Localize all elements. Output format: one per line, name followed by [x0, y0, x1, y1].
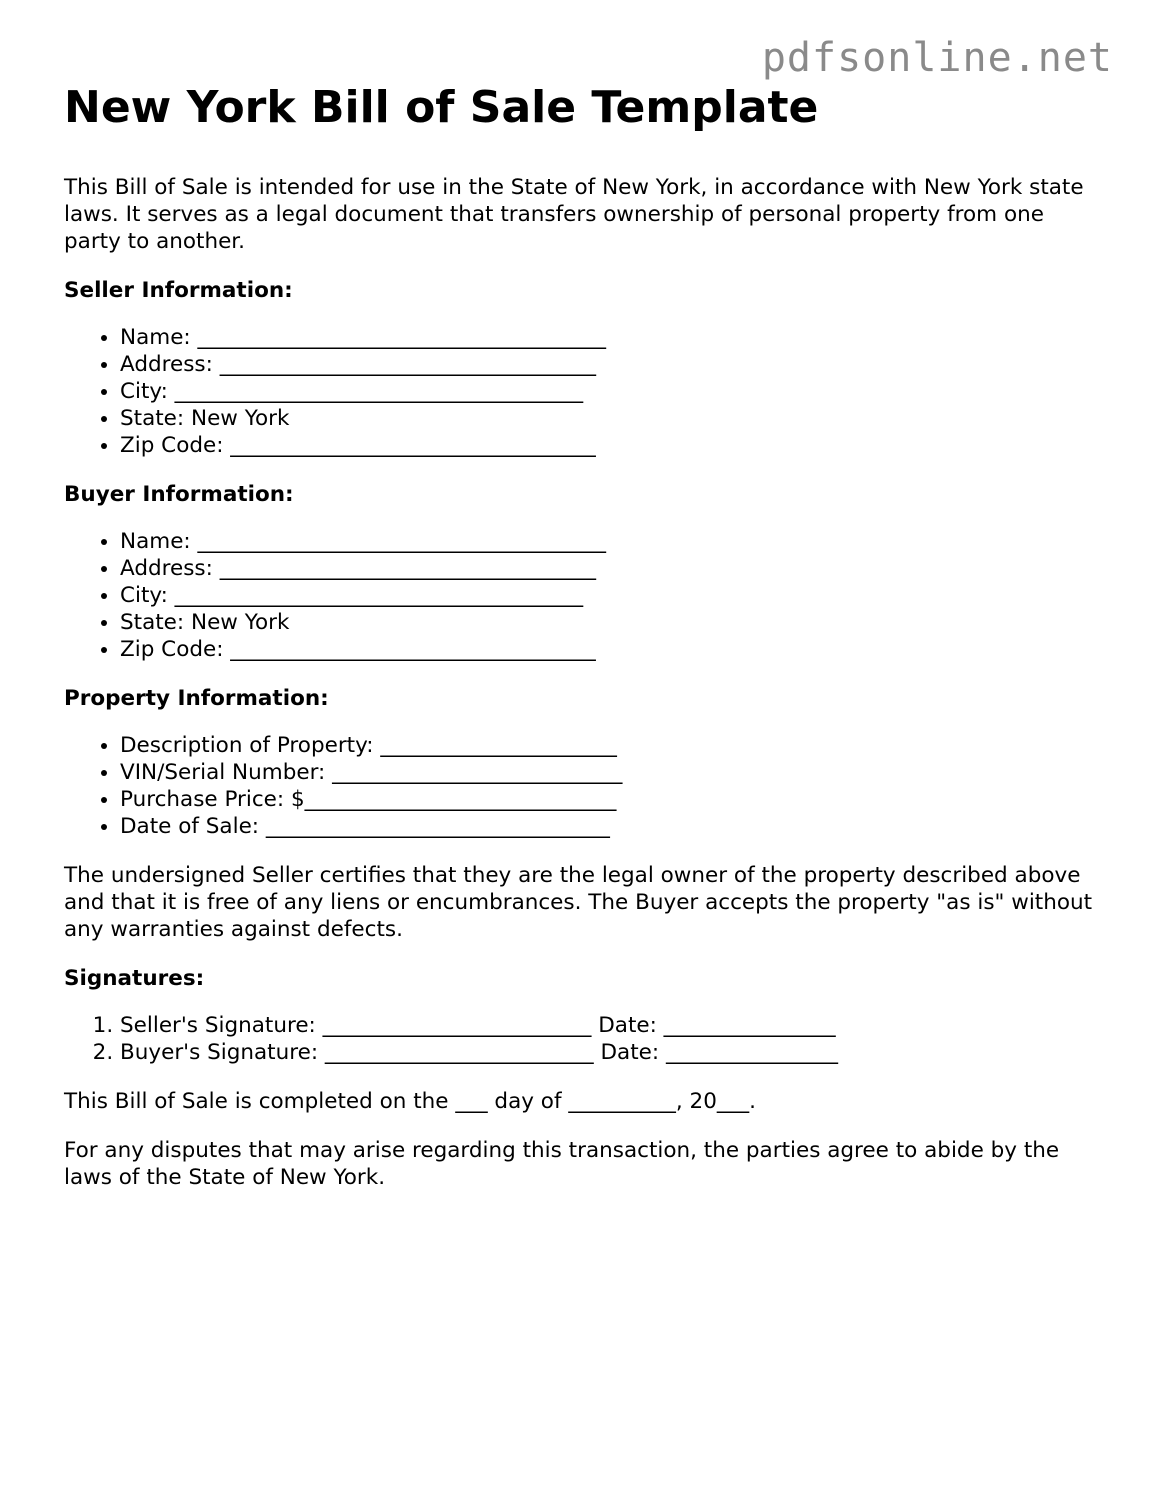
- buyer-info-list: [64, 528, 1094, 663]
- disputes-paragraph: For any disputes that may arise regarding this transaction, the parties agree to abide by the laws of the State of New York.: [64, 1138, 1060, 1190]
- property-vin-field: • VIN/Serial Number: ___________________________: [120, 759, 1094, 786]
- property-date-field: • Date of Sale: ________________________________: [120, 813, 1094, 840]
- seller-name-field: • Name: ______________________________________: [120, 324, 1094, 351]
- buyer-state-field: • State: New York: [120, 609, 1094, 636]
- seller-info-list: [64, 324, 1094, 459]
- property-heading: Property Information:: [64, 686, 329, 711]
- signatures-heading: Signatures:: [64, 966, 205, 991]
- buyer-address-field: • Address: ___________________________________: [120, 555, 1094, 582]
- property-description-field: • Description of Property: ______________________: [120, 732, 1094, 759]
- seller-city-field: • City: ______________________________________: [120, 378, 1094, 405]
- seller-address-field: • Address: ___________________________________: [120, 351, 1094, 378]
- property-price-field: • Purchase Price: $_____________________________: [120, 786, 1094, 813]
- document-body: [64, 80, 1094, 1191]
- buyer-name-field: • Name: ______________________________________: [120, 528, 1094, 555]
- intro-paragraph: This Bill of Sale is intended for use in the State of New York, in accordance with New York state laws. It serves as a legal document that transfers ownership of personal property from one party to another.: [64, 175, 1084, 254]
- certification-paragraph: The undersigned Seller certifies that they are the legal owner of the property described above and that it is free of any liens or encumbrances. The Buyer accepts the property "as is" without any warranties against defects.: [64, 863, 1093, 942]
- seller-state-field: • State: New York: [120, 405, 1094, 432]
- buyer-signature-line: 2. Buyer's Signature: _________________________ Date: ________________: [120, 1039, 1094, 1066]
- buyer-city-field: • City: ______________________________________: [120, 582, 1094, 609]
- completion-date-line: This Bill of Sale is completed on the ___ day of __________, 20___.: [64, 1089, 756, 1114]
- buyer-heading: Buyer Information:: [64, 482, 294, 507]
- signatures-list: [64, 1012, 1094, 1066]
- seller-heading: Seller Information:: [64, 278, 293, 303]
- property-info-list: [64, 732, 1094, 840]
- seller-zip-field: • Zip Code: __________________________________: [120, 432, 1094, 459]
- document-title: New York Bill of Sale Template: [64, 82, 819, 133]
- buyer-zip-field: • Zip Code: __________________________________: [120, 636, 1094, 663]
- seller-signature-line: 1. Seller's Signature: _________________________ Date: ________________: [120, 1012, 1094, 1039]
- watermark: pdfsonline.net: [761, 35, 1113, 81]
